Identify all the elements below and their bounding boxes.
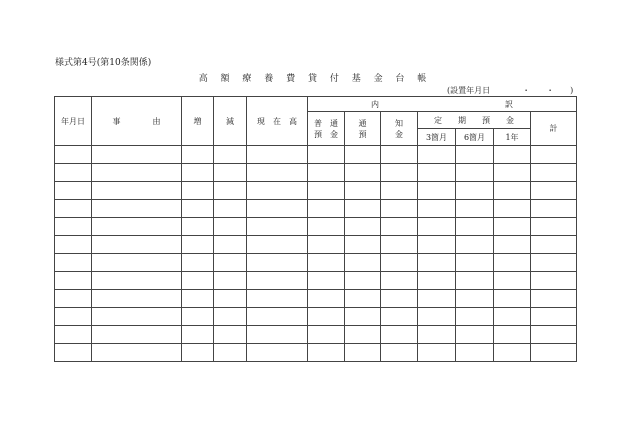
- ledger-cell: [55, 272, 92, 290]
- ledger-row: [55, 290, 577, 308]
- ledger-cell: [308, 164, 345, 182]
- ledger-cell: [456, 254, 494, 272]
- ledger-cell: [381, 308, 418, 326]
- ledger-cell: [494, 200, 531, 218]
- ledger-cell: [418, 254, 456, 272]
- ledger-cell: [531, 290, 577, 308]
- ledger-cell: [247, 290, 308, 308]
- ledger-cell: [345, 182, 381, 200]
- ledger-cell: [92, 200, 182, 218]
- ledger-cell: [418, 236, 456, 254]
- ledger-cell: [494, 146, 531, 164]
- ledger-cell: [345, 164, 381, 182]
- ledger-cell: [456, 290, 494, 308]
- header-breakdown: [308, 97, 577, 112]
- ledger-cell: [247, 146, 308, 164]
- ledger-cell: [418, 164, 456, 182]
- ledger-cell: [494, 308, 531, 326]
- ledger-cell: [182, 218, 214, 236]
- ledger-cell: [92, 218, 182, 236]
- ledger-cell: [345, 254, 381, 272]
- ledger-cell: [494, 218, 531, 236]
- ledger-cell: [214, 200, 247, 218]
- ledger-row: [55, 164, 577, 182]
- ledger-cell: [345, 236, 381, 254]
- ledger-cell: [494, 272, 531, 290]
- ledger-cell: [456, 272, 494, 290]
- ledger-row: [55, 146, 577, 164]
- ledger-cell: [531, 272, 577, 290]
- ledger-row: [55, 308, 577, 326]
- header-balance: 現 在 高: [247, 97, 308, 146]
- ledger-cell: [418, 344, 456, 362]
- ledger-row: [55, 182, 577, 200]
- ledger-cell: [92, 344, 182, 362]
- header-reason: 事 由: [92, 97, 182, 146]
- ledger-cell: [418, 200, 456, 218]
- ledger-cell: [308, 182, 345, 200]
- header-decrease: 減: [214, 97, 247, 146]
- ledger-row: [55, 272, 577, 290]
- ledger-cell: [345, 200, 381, 218]
- ledger-cell: [182, 146, 214, 164]
- ledger-cell: [381, 164, 418, 182]
- ledger-cell: [214, 236, 247, 254]
- ledger-cell: [456, 200, 494, 218]
- ledger-cell: [381, 200, 418, 218]
- ledger-cell: [247, 218, 308, 236]
- ledger-cell: [418, 146, 456, 164]
- ledger-cell: [214, 182, 247, 200]
- ledger-cell: [92, 146, 182, 164]
- ledger-cell: [247, 200, 308, 218]
- ledger-cell: [345, 326, 381, 344]
- header-current-deposit: 通 預: [345, 112, 381, 146]
- ledger-cell: [345, 218, 381, 236]
- ledger-cell: [247, 344, 308, 362]
- ledger-cell: [182, 164, 214, 182]
- ledger-cell: [456, 344, 494, 362]
- header-fixed-3m: 3箇月: [418, 129, 456, 146]
- ledger-cell: [214, 272, 247, 290]
- ledger-cell: [418, 308, 456, 326]
- ledger-cell: [308, 326, 345, 344]
- header-total: 計: [531, 112, 577, 146]
- ledger-cell: [55, 164, 92, 182]
- ledger-cell: [308, 344, 345, 362]
- ledger-cell: [182, 326, 214, 344]
- ledger-row: [55, 326, 577, 344]
- ledger-cell: [92, 254, 182, 272]
- ledger-cell: [308, 272, 345, 290]
- ledger-cell: [308, 290, 345, 308]
- header-date: 年月日: [55, 97, 92, 146]
- ledger-cell: [494, 326, 531, 344]
- ledger-cell: [381, 236, 418, 254]
- ledger-cell: [55, 308, 92, 326]
- ledger-cell: [494, 344, 531, 362]
- ledger-cell: [214, 326, 247, 344]
- ledger-row: [55, 200, 577, 218]
- ledger-cell: [182, 290, 214, 308]
- ledger-cell: [247, 236, 308, 254]
- ledger-cell: [381, 218, 418, 236]
- ledger-cell: [247, 254, 308, 272]
- ledger-cell: [308, 218, 345, 236]
- ledger-cell: [92, 272, 182, 290]
- ledger-cell: [182, 182, 214, 200]
- ledger-cell: [456, 236, 494, 254]
- ledger-cell: [381, 326, 418, 344]
- ledger-cell: [418, 272, 456, 290]
- breakdown-left-label: 内: [371, 99, 379, 109]
- ledger-cell: [531, 236, 577, 254]
- ledger-cell: [214, 164, 247, 182]
- ledger-cell: [418, 218, 456, 236]
- ledger-cell: [308, 308, 345, 326]
- header-increase: 増: [182, 97, 214, 146]
- ledger-cell: [214, 218, 247, 236]
- ledger-cell: [247, 182, 308, 200]
- ledger-row: [55, 254, 577, 272]
- ledger-cell: [308, 254, 345, 272]
- ledger-cell: [531, 254, 577, 272]
- ledger-cell: [531, 218, 577, 236]
- ledger-cell: [381, 290, 418, 308]
- ledger-cell: [494, 182, 531, 200]
- ledger-cell: [308, 236, 345, 254]
- ledger-cell: [182, 200, 214, 218]
- ledger-cell: [531, 308, 577, 326]
- ledger-cell: [182, 236, 214, 254]
- ledger-cell: [182, 272, 214, 290]
- ledger-cell: [182, 344, 214, 362]
- ledger-cell: [214, 254, 247, 272]
- ledger-cell: [55, 182, 92, 200]
- header-fixed-deposit: 定 期 預 金: [418, 112, 531, 129]
- ledger-cell: [55, 236, 92, 254]
- ledger-cell: [247, 326, 308, 344]
- ledger-cell: [456, 164, 494, 182]
- ledger-cell: [381, 146, 418, 164]
- ledger-cell: [531, 182, 577, 200]
- breakdown-right-label: 訳: [505, 99, 514, 109]
- ledger-cell: [381, 254, 418, 272]
- header-fixed-6m: 6箇月: [456, 129, 494, 146]
- ledger-cell: [92, 236, 182, 254]
- ledger-cell: [345, 272, 381, 290]
- ledger-cell: [92, 308, 182, 326]
- ledger-cell: [531, 344, 577, 362]
- ledger-cell: [418, 182, 456, 200]
- ledger-cell: [55, 290, 92, 308]
- ledger-cell: [456, 218, 494, 236]
- ledger-cell: [456, 146, 494, 164]
- ledger-cell: [345, 146, 381, 164]
- ledger-cell: [456, 308, 494, 326]
- ledger-cell: [92, 290, 182, 308]
- ledger-cell: [55, 146, 92, 164]
- ledger-table: [54, 96, 577, 362]
- ledger-row: [55, 236, 577, 254]
- ledger-cell: [456, 326, 494, 344]
- ledger-cell: [494, 164, 531, 182]
- ledger-cell: [214, 290, 247, 308]
- document-title: 高 額 療 養 費 貸 付 基 金 台 帳: [198, 74, 432, 84]
- ledger-cell: [182, 308, 214, 326]
- ledger-cell: [92, 164, 182, 182]
- ledger-cell: [531, 326, 577, 344]
- ledger-cell: [381, 272, 418, 290]
- ledger-cell: [55, 200, 92, 218]
- ledger-cell: [531, 164, 577, 182]
- ledger-cell: [418, 290, 456, 308]
- ledger-cell: [214, 344, 247, 362]
- header-short-notice: 知 金: [381, 112, 418, 146]
- header-ordinary-deposit: 普 通 預 金: [308, 112, 345, 146]
- ledger-cell: [381, 182, 418, 200]
- ledger-cell: [247, 308, 308, 326]
- ledger-cell: [55, 344, 92, 362]
- ledger-cell: [55, 326, 92, 344]
- ledger-cell: [456, 182, 494, 200]
- header-fixed-1y: 1年: [494, 129, 531, 146]
- ledger-cell: [92, 326, 182, 344]
- ledger-cell: [55, 218, 92, 236]
- ledger-cell: [214, 308, 247, 326]
- ledger-cell: [494, 254, 531, 272]
- ledger-cell: [214, 146, 247, 164]
- ledger-cell: [345, 290, 381, 308]
- ledger-row: [55, 344, 577, 362]
- ledger-cell: [92, 182, 182, 200]
- ledger-cell: [308, 146, 345, 164]
- ledger-cell: [345, 344, 381, 362]
- ledger-body: [55, 146, 577, 362]
- ledger-cell: [182, 254, 214, 272]
- form-number: 様式第4号(第10条関係): [55, 58, 152, 68]
- ledger-cell: [247, 272, 308, 290]
- ledger-cell: [494, 236, 531, 254]
- ledger-cell: [55, 254, 92, 272]
- ledger-cell: [531, 146, 577, 164]
- ledger-row: [55, 218, 577, 236]
- establishment-date: (設置年月日 ・ ・ ): [447, 86, 574, 95]
- ledger-cell: [247, 164, 308, 182]
- ledger-cell: [381, 344, 418, 362]
- ledger-cell: [494, 290, 531, 308]
- ledger-cell: [418, 326, 456, 344]
- ledger-cell: [308, 200, 345, 218]
- ledger-cell: [345, 308, 381, 326]
- ledger-cell: [531, 200, 577, 218]
